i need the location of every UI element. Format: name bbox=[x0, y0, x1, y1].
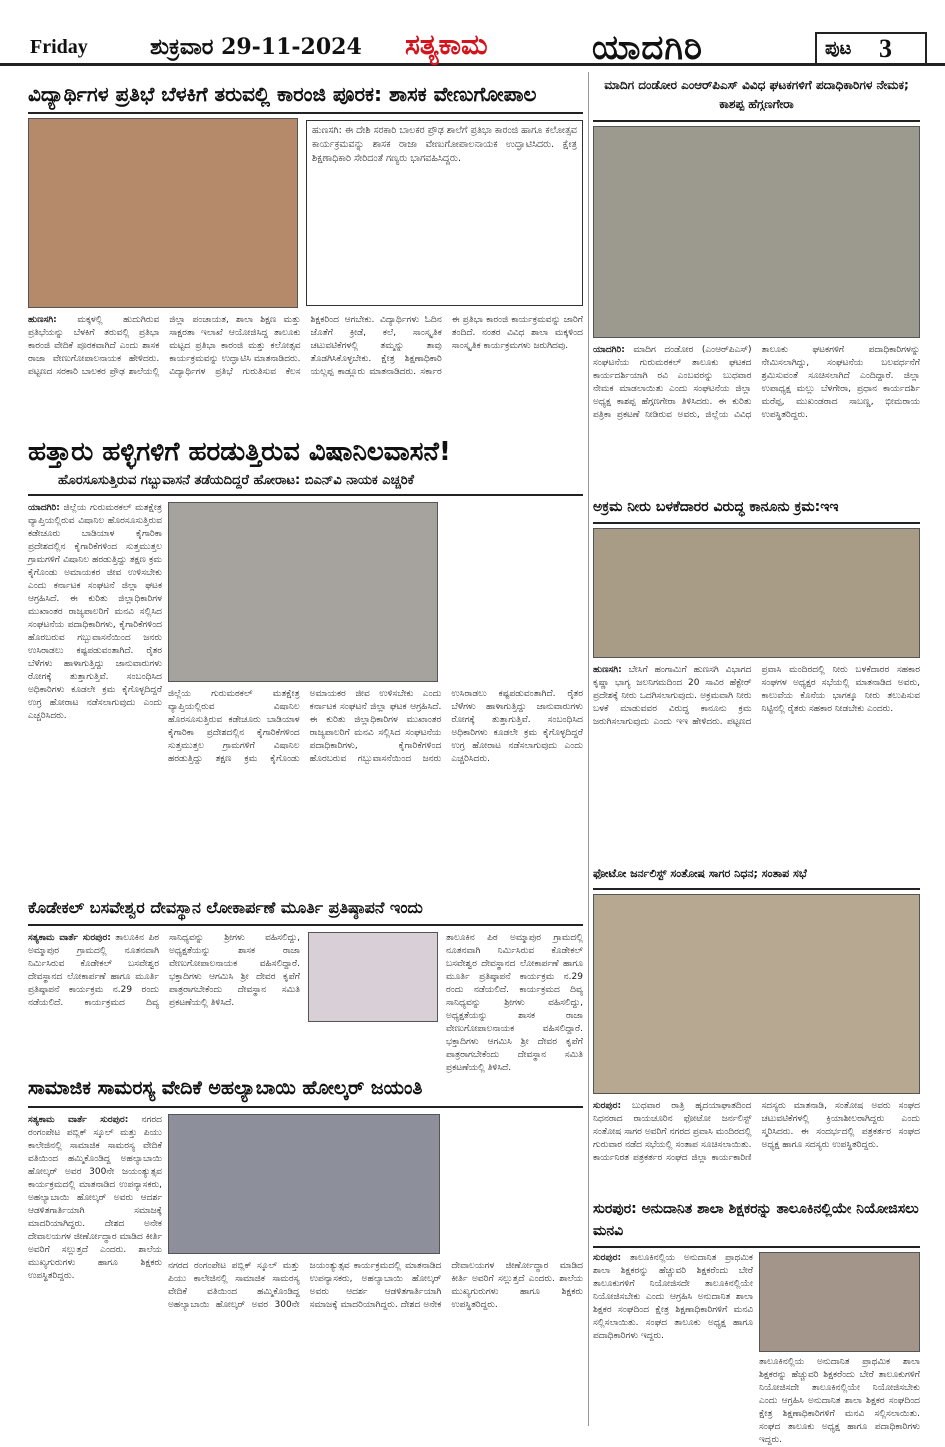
story-photo bbox=[593, 894, 920, 1094]
story-photo-journalist bbox=[593, 864, 920, 1192]
body-text: ತಾಲೂಕಿನಲ್ಲಿಯ ಅನುದಾನಿತ ಪ್ರಾಥಮಿಕ ಶಾಲಾ ಶಿಕ್ಷಕರನ್ನು ಹೆಚ್ಚುವರಿ ಶಿಕ್ಷಕರೆಂದು ಬೇರೆ ತಾಲೂಕುಗಳಿಗೆ ನಿಯೋಜಿಸದೇ ತಾಲೂಕಿನಲ್ಲಿಯೇ ನಿಯೋಜಿಸಬೇಕು ಎಂದು ಆಗ್ರಹಿಸಿ ಅನುದಾನಿತ ಶಾಲಾ ಶಿಕ್ಷಕರ ಸಂಘದಿಂದ ಕ್ಷೇತ್ರ ಶಿಕ್ಷಣಾಧಿಕಾರಿಗಳಿಗೆ ಮನವಿ ಸಲ್ಲಿಸಲಾಯಿತು. ಸಂಘದ ತಾಲೂಕು ಅಧ್ಯಕ್ಷ ಹಾಗೂ ಪದಾಧಿಕಾರಿಗಳು ಇದ್ದರು. bbox=[593, 1253, 753, 1341]
dateline: ಯಾದಗಿರಿ: bbox=[593, 345, 625, 355]
body-text: ಜಿಲ್ಲೆಯ ಗುರುಮಠಕಲ್ ಮತಕ್ಷೇತ್ರ ವ್ಯಾಪ್ತಿಯಲ್ಲಿರುವ ವಿಷಾನಿಲ ಹೊರಸೂಸುತ್ತಿರುವ ಕಡೇಚೂರು ಬಾಡಿಯಾಳ ಕೈಗಾರಿಕಾ ಪ್ರದೇಶದಲ್ಲಿನ ಕೈಗಾರಿಕೆಗಳಿಂದ ಸುತ್ತಮುತ್ತಲ ಗ್ರಾಮಗಳಿಗೆ ವಿಷಾನಿಲ ಹರಡುತ್ತಿದ್ದು ತಕ್ಷಣ ಕ್ರಮ ಕೈಗೊಂಡು ಅಮಾಯಕರ ಜೀವ ಉಳಿಸಬೇಕು ಎಂದು ಕರ್ನಾಟಕ ಸಂಘಟನೆ ಜಿಲ್ಲಾ ಘಟಕ ಆಗ್ರಹಿಸಿದೆ. ಈ ಕುರಿತು ಜಿಲ್ಲಾಧಿಕಾರಿಗಳ ಮುಖಾಂತರ ರಾಜ್ಯಪಾಲರಿಗೆ ಮನವಿ ಸಲ್ಲಿಸಿದ ಸಂಘಟನೆಯ ಪದಾಧಿಕಾರಿಗಳು, ಕೈಗಾರಿಕೆಗಳಿಂದ ಹೊರಬರುವ ಗಬ್ಬುವಾಸನೆಯಿಂದ ಜನರು ಉಸಿರಾಡಲು ಕಷ್ಟಪಡುವಂತಾಗಿದೆ. ರೈತರ ಬೆಳೆಗಳು ಹಾಳಾಗುತ್ತಿದ್ದು ಜಾನುವಾರುಗಳು ರೋಗಕ್ಕೆ ತುತ್ತಾಗುತ್ತಿವೆ. ಸಂಬಂಧಿಸಿದ ಅಧಿಕಾರಿಗಳು ಕೂಡಲೇ ಕ್ರಮ ಕೈಗೊಳ್ಳದಿದ್ದರೆ ಉಗ್ರ ಹೋರಾಟ ನಡೆಸಲಾಗುವುದು ಎಂದು ಎಚ್ಚರಿಸಿದರು. bbox=[28, 503, 162, 721]
body-text: ಬುಧವಾರ ರಾತ್ರಿ ಹೃದಯಾಘಾತದಿಂದ ನಿಧನರಾದ ರಾಯಚೂರಿನ ಫೋಟೋ ಜರ್ನಲಿಸ್ಟ್ ಸಂತೋಷ ಸಾಗರ ಅವರಿಗೆ ನಗರದ ಪ್ರವಾಸಿ ಮಂದಿರದಲ್ಲಿ ಗುರುವಾರ ನಡೆದ ಸಭೆಯಲ್ಲಿ ಸಂತಾಪ ಸೂಚಿಸಲಾಯಿತು. ಕಾರ್ಯನಿರತ ಪತ್ರಕರ್ತರ ಸಂಘದ ಜಿಲ್ಲಾ ಕಾರ್ಯಕಾರಿಣಿ ಸದಸ್ಯರು ಮಾತನಾಡಿ, ಸಂತೋಷ ಅವರು ಸಂಘದ ಚಟುವಟಿಕೆಗಳಲ್ಲಿ ಕ್ರಿಯಾಶೀಲರಾಗಿದ್ದರು ಎಂದು ಸ್ಮರಿಸಿದರು. ಈ ಸಂದರ್ಭದಲ್ಲಿ ಪತ್ರಕರ್ತರ ಸಂಘದ ಅಧ್ಯಕ್ಷ ಹಾಗೂ ಸದಸ್ಯರು ಉಪಸ್ಥಿತರಿದ್ದರು. bbox=[593, 1101, 920, 1163]
story-body bbox=[593, 1100, 920, 1190]
story-kodekal-temple bbox=[28, 896, 583, 1073]
story-photo bbox=[168, 1114, 440, 1254]
temple-photo bbox=[308, 932, 438, 1022]
masthead bbox=[0, 0, 945, 66]
body-text: ತಾಲೂಕಿನ ಪಿಠ ಅಮ್ಮಾಪುರ ಗ್ರಾಮದಲ್ಲಿ ನೂತನವಾಗಿ ನಿರ್ಮಿಸಿರುವ ಕೊಡೇಕಲ್ ಬಸವೇಶ್ವರ ದೇವಸ್ಥಾನದ ಲೋಕಾರ್ಪಣೆ ಹಾಗೂ ಮೂರ್ತಿ ಪ್ರತಿಷ್ಠಾಪನೆ ಕಾರ್ಯಕ್ರಮ ನ.29 ರಂದು ನಡೆಯಲಿದೆ. ಕಾರ್ಯಕ್ರಮದ ದಿವ್ಯ ಸಾನಿಧ್ಯವನ್ನು ಶ್ರೀಗಳು ವಹಿಸಲಿದ್ದು, ಅಧ್ಯಕ್ಷತೆಯನ್ನು ಶಾಸಕ ರಾಜಾ ವೇಣುಗೋಪಾಲನಾಯಕ ವಹಿಸಲಿದ್ದಾರೆ. ಭಕ್ತಾದಿಗಳು ಆಗಮಿಸಿ ಶ್ರೀ ದೇವರ ಕೃಪೆಗೆ ಪಾತ್ರರಾಗಬೇಕೆಂದು ದೇವಸ್ಥಾನ ಸಮಿತಿ ಪ್ರಕಟಣೆಯಲ್ಲಿ ತಿಳಿಸಿದೆ. bbox=[28, 933, 300, 1008]
dateline: ಸತ್ಯಕಾಮ ವಾರ್ತೆ ಸುರಪುರ: bbox=[28, 1115, 129, 1125]
story-poison-gas bbox=[28, 434, 583, 890]
newspaper-name: ಸತ್ಯಕಾಮ bbox=[405, 28, 488, 61]
headline-rule bbox=[28, 1106, 583, 1108]
story-madiga-dandora bbox=[593, 76, 920, 486]
story-ahalyabai-jayanti bbox=[28, 1074, 583, 1424]
headline: ಅಕ್ರಮ ನೀರು ಬಳಕೆದಾರರ ವಿರುದ್ಧ ಕಾನೂನು ಕ್ರಮ:ಇಇ bbox=[593, 499, 839, 515]
story-photo bbox=[593, 528, 920, 658]
masthead-day: Friday bbox=[30, 36, 88, 58]
story-body bbox=[593, 664, 920, 854]
story-pratibha-karanji bbox=[28, 76, 583, 486]
page-number: 3 bbox=[879, 34, 892, 63]
story-photo bbox=[168, 502, 438, 682]
story-illegal-water bbox=[593, 496, 920, 856]
story-aided-teachers bbox=[593, 1198, 920, 1445]
body-text: ಮಕ್ಕಳಲ್ಲಿ ಹುದುಗಿರುವ ಪ್ರತಿಭೆಯನ್ನು ಬೆಳಕಿಗೆ ತರುವಲ್ಲಿ ಪ್ರತಿಭಾ ಕಾರಂಜಿ ವೇದಿಕೆ ಪೂರಕವಾಗಿದೆ ಎಂದು ಶಾಸಕ ರಾಜಾ ವೇಣುಗೋಪಾಲನಾಯಕ ಹೇಳಿದರು. ಪಟ್ಟಣದ ಸರಕಾರಿ ಬಾಲಕರ ಪ್ರೌಢ ಶಾಲೆಯಲ್ಲಿ ಜಿಲ್ಲಾ ಪಂಚಾಯತ, ಶಾಲಾ ಶಿಕ್ಷಣ ಮತ್ತು ಸಾಕ್ಷರತಾ ಇಲಾಖೆ ಆಯೋಜಿಸಿದ್ದ ತಾಲೂಕು ಮಟ್ಟದ ಪ್ರತಿಭಾ ಕಾರಂಜಿ ಮತ್ತು ಕಲೋತ್ಸವ ಕಾರ್ಯಕ್ರಮವನ್ನು ಉದ್ಘಾಟಿಸಿ ಮಾತನಾಡಿದರು. ವಿದ್ಯಾರ್ಥಿಗಳ ಪ್ರತಿಭೆ ಗುರುತಿಸುವ ಕೆಲಸ ಶಿಕ್ಷಕರಿಂದ ಆಗಬೇಕು. ವಿದ್ಯಾರ್ಥಿಗಳು ಓದಿನ ಜೊತೆಗೆ ಕ್ರೀಡೆ, ಕಲೆ, ಸಾಂಸ್ಕೃತಿಕ ಚಟುವಟಿಕೆಗಳಲ್ಲಿ ತಮ್ಮನ್ನು ತಾವು ತೊಡಗಿಸಿಕೊಳ್ಳಬೇಕು. ಕ್ಷೇತ್ರ ಶಿಕ್ಷಣಾಧಿಕಾರಿ ಯಲ್ಲಪ್ಪ ಕಾಡ್ಲೂರು ಮಾತನಾಡಿದರು. ಸರ್ಕಾರ ಈ ಪ್ರತಿಭಾ ಕಾರಂಜಿ ಕಾರ್ಯಕ್ರಮವನ್ನು ಜಾರಿಗೆ ತಂದಿದೆ. ನಂತರ ವಿವಿಧ ಶಾಲಾ ಮಕ್ಕಳಿಂದ ಸಾಂಸ್ಕೃತಿಕ ಕಾರ್ಯಕ್ರಮಗಳು ಜರುಗಿದವು. bbox=[28, 315, 583, 377]
headline-rule bbox=[28, 924, 583, 926]
story-body-right: ತಾಲೂಕಿನಲ್ಲಿಯ ಅನುದಾನಿತ ಪ್ರಾಥಮಿಕ ಶಾಲಾ ಶಿಕ್ಷಕರನ್ನು ಹೆಚ್ಚುವರಿ ಶಿಕ್ಷಕರೆಂದು ಬೇರೆ ತಾಲೂಕುಗಳಿಗೆ ನಿಯೋಜಿಸದೇ ತಾಲೂಕಿನಲ್ಲಿಯೇ ನಿಯೋಜಿಸಬೇಕು ಎಂದು ಆಗ್ರಹಿಸಿ ಅನುದಾನಿತ ಶಾಲಾ ಶಿಕ್ಷಕರ ಸಂಘದಿಂದ ಕ್ಷೇತ್ರ ಶಿಕ್ಷಣಾಧಿಕಾರಿಗಳಿಗೆ ಮನವಿ ಸಲ್ಲಿಸಲಾಯಿತು. ಸಂಘದ ತಾಲೂಕು ಅಧ್ಯಕ್ಷ ಹಾಗೂ ಪದಾಧಿಕಾರಿಗಳು ಇದ್ದರು. bbox=[759, 1357, 920, 1445]
dateline: ಸುರಪುರ: bbox=[593, 1101, 622, 1111]
page-label: ಪುಟ bbox=[825, 38, 852, 59]
masthead-date: ಶುಕ್ರವಾರ 29-11-2024 bbox=[150, 34, 362, 60]
headline-rule bbox=[593, 522, 920, 524]
headline: ಸುರಪುರ: ಅನುದಾನಿತ ಶಾಲಾ ಶಿಕ್ಷಕರನ್ನು ತಾಲೂಕಿನಲ್ಲಿಯೇ ನಿಯೋಜಿಸಲು ಮನವಿ bbox=[593, 1201, 919, 1239]
headline: ವಿದ್ಯಾರ್ಥಿಗಳ ಪ್ರತಿಭೆ ಬೆಳಕಿಗೆ ತರುವಲ್ಲಿ ಕಾರಂಜಿ ಪೂರಕ: ಶಾಸಕ ವೇಣುಗೋಪಾಲ bbox=[28, 82, 537, 106]
subheadline: ಹೊರಸೂಸುತ್ತಿರುವ ಗಬ್ಬುವಾಸನೆ ತಡೆಯದಿದ್ದರೆ ಹೋರಾಟ: ಬಿಎನ್‌ವಿ ನಾಯಕ ಎಚ್ಚರಿಕೆ bbox=[58, 473, 415, 488]
dateline: ಹುಣಸಗಿ: bbox=[593, 665, 622, 675]
body-text: ಮಾದಿಗ ದಂಡೋರ (ಎಂಆರ್‌ಪಿಎಸ್) ಸಂಘಟನೆಯ ಗುರುಮಠಕಲ್ ತಾಲೂಕು ಘಟಕದ ಕಾರ್ಯದರ್ಶಿಯಾಗಿ ರವಿ ಎಂಬವರನ್ನು ಬುಧವಾರ ನೇಮಕ ಮಾಡಲಾಯಿತು ಎಂದು ಸಂಘಟನೆಯ ಜಿಲ್ಲಾ ಅಧ್ಯಕ್ಷ ಕಾಶಪ್ಪ ಹೆಗ್ಗಣಗೇರಾ ತಿಳಿಸಿದರು. ಈ ಕುರಿತು ಪತ್ರಿಕಾ ಪ್ರಕಟಣೆ ನೀಡಿರುವ ಅವರು, ಜಿಲ್ಲೆಯ ವಿವಿಧ ತಾಲೂಕು ಘಟಕಗಳಿಗೆ ಪದಾಧಿಕಾರಿಗಳನ್ನು ನೇಮಿಸಲಾಗಿದ್ದು, ಸಂಘಟನೆಯ ಬಲವರ್ಧನೆಗೆ ಶ್ರಮಿಸುವಂತೆ ಸೂಚಿಸಲಾಗಿದೆ ಎಂದಿದ್ದಾರೆ. ಜಿಲ್ಲಾ ಉಪಾಧ್ಯಕ್ಷ ಮಲ್ಲು ಬೆಳಗೇರಾ, ಪ್ರಧಾನ ಕಾರ್ಯದರ್ಶಿ ಮರೆಪ್ಪ, ಮುಖಂಡರಾದ ಸಾಬಣ್ಣ, ಭೀಮರಾಯ ಉಪಸ್ಥಿತರಿದ್ದರು. bbox=[593, 345, 920, 420]
story-body-right: ತಾಲೂಕಿನ ಪಿಠ ಅಮ್ಮಾಪುರ ಗ್ರಾಮದಲ್ಲಿ ನೂತನವಾಗಿ ನಿರ್ಮಿಸಿರುವ ಕೊಡೇಕಲ್ ಬಸವೇಶ್ವರ ದೇವಸ್ಥಾನದ ಲೋಕಾರ್ಪಣೆ ಹಾಗೂ ಮೂರ್ತಿ ಪ್ರತಿಷ್ಠಾಪನೆ ಕಾರ್ಯಕ್ರಮ ನ.29 ರಂದು ನಡೆಯಲಿದೆ. ಕಾರ್ಯಕ್ರಮದ ದಿವ್ಯ ಸಾನಿಧ್ಯವನ್ನು ಶ್ರೀಗಳು ವಹಿಸಲಿದ್ದು, ಅಧ್ಯಕ್ಷತೆಯನ್ನು ಶಾಸಕ ರಾಜಾ ವೇಣುಗೋಪಾಲನಾಯಕ ವಹಿಸಲಿದ್ದಾರೆ. ಭಕ್ತಾದಿಗಳು ಆಗಮಿಸಿ ಶ್ರೀ ದೇವರ ಕೃಪೆಗೆ ಪಾತ್ರರಾಗಬೇಕೆಂದು ದೇವಸ್ಥಾನ ಸಮಿತಿ ಪ್ರಕಟಣೆಯಲ್ಲಿ ತಿಳಿಸಿದೆ. bbox=[446, 933, 583, 1073]
story-body bbox=[28, 932, 300, 1066]
page-number-box bbox=[815, 32, 927, 66]
dateline: ಸುರಪುರ: bbox=[593, 1253, 622, 1263]
headline: ಸಾಮಾಜಿಕ ಸಾಮರಸ್ಯ ವೇದಿಕೆ ಅಹಲ್ಯಾಬಾಯಿ ಹೋಲ್ಕರ್ ಜಯಂತಿ bbox=[28, 1077, 423, 1099]
headline-rule bbox=[28, 112, 583, 114]
dateline: ಹುಣಸಗಿ: bbox=[28, 315, 57, 325]
body-text: ಬೇಸಿಗೆ ಹಂಗಾಮಿಗೆ ಹುಣಸಗಿ ವಿಭಾಗದ ಕೃಷ್ಣಾ ಭಾಗ್ಯ ಜಲನಿಗಮದಿಂದ 20 ಸಾವಿರ ಹೆಕ್ಟೇರ್ ಪ್ರದೇಶಕ್ಕೆ ನೀರು ಒದಗಿಸಲಾಗುವುದು. ಅಕ್ರಮವಾಗಿ ನೀರು ಬಳಕೆ ಮಾಡುವವರ ವಿರುದ್ಧ ಕಾನೂನು ಕ್ರಮ ಜರುಗಿಸಲಾಗುವುದು ಎಂದು ಇಇ ಹೇಳಿದರು. ಪಟ್ಟಣದ ಪ್ರವಾಸಿ ಮಂದಿರದಲ್ಲಿ ನೀರು ಬಳಕೆದಾರರ ಸಹಕಾರ ಸಂಘಗಳ ಅಧ್ಯಕ್ಷರ ಸಭೆಯಲ್ಲಿ ಮಾತನಾಡಿದ ಅವರು, ಕಾಲುವೆಯ ಕೊನೆಯ ಭಾಗಕ್ಕೂ ನೀರು ತಲುಪಿಸುವ ನಿಟ್ಟಿನಲ್ಲಿ ರೈತರು ಸಹಕಾರ ನೀಡಬೇಕು ಎಂದರು. bbox=[593, 665, 920, 727]
story-photo bbox=[28, 118, 298, 308]
story-body-left bbox=[28, 502, 162, 890]
story-photo bbox=[593, 126, 920, 338]
headline-rule bbox=[593, 888, 920, 890]
story-body-left bbox=[28, 1114, 162, 1422]
story-body bbox=[593, 1252, 753, 1422]
headline: ಮಾದಿಗ ದಂಡೋರ ಎಂಆರ್‌ಪಿಎಸ್ ವಿವಿಧ ಘಟಕಗಳಿಗೆ ಪದಾಧಿಕಾರಿಗಳ ನೇಮಕ; ಕಾಶಪ್ಪ ಹೆಗ್ಗಣಗೇರಾ bbox=[604, 78, 909, 111]
edition-city: ಯಾದಗಿರಿ bbox=[592, 28, 703, 68]
headline-rule bbox=[28, 494, 583, 496]
headline-rule bbox=[593, 120, 920, 122]
column-divider bbox=[588, 72, 589, 1426]
story-body-right: ಜಿಲ್ಲೆಯ ಗುರುಮಠಕಲ್ ಮತಕ್ಷೇತ್ರ ವ್ಯಾಪ್ತಿಯಲ್ಲಿರುವ ವಿಷಾನಿಲ ಹೊರಸೂಸುತ್ತಿರುವ ಕಡೇಚೂರು ಬಾಡಿಯಾಳ ಕೈಗಾರಿಕಾ ಪ್ರದೇಶದಲ್ಲಿನ ಕೈಗಾರಿಕೆಗಳಿಂದ ಸುತ್ತಮುತ್ತಲ ಗ್ರಾಮಗಳಿಗೆ ವಿಷಾನಿಲ ಹರಡುತ್ತಿದ್ದು ತಕ್ಷಣ ಕ್ರಮ ಕೈಗೊಂಡು ಅಮಾಯಕರ ಜೀವ ಉಳಿಸಬೇಕು ಎಂದು ಕರ್ನಾಟಕ ಸಂಘಟನೆ ಜಿಲ್ಲಾ ಘಟಕ ಆಗ್ರಹಿಸಿದೆ. ಈ ಕುರಿತು ಜಿಲ್ಲಾಧಿಕಾರಿಗಳ ಮುಖಾಂತರ ರಾಜ್ಯಪಾಲರಿಗೆ ಮನವಿ ಸಲ್ಲಿಸಿದ ಸಂಘಟನೆಯ ಪದಾಧಿಕಾರಿಗಳು, ಕೈಗಾರಿಕೆಗಳಿಂದ ಹೊರಬರುವ ಗಬ್ಬುವಾಸನೆಯಿಂದ ಜನರು ಉಸಿರಾಡಲು ಕಷ್ಟಪಡುವಂತಾಗಿದೆ. ರೈತರ ಬೆಳೆಗಳು ಹಾಳಾಗುತ್ತಿದ್ದು ಜಾನುವಾರುಗಳು ರೋಗಕ್ಕೆ ತುತ್ತಾಗುತ್ತಿವೆ. ಸಂಬಂಧಿಸಿದ ಅಧಿಕಾರಿಗಳು ಕೂಡಲೇ ಕ್ರಮ ಕೈಗೊಳ್ಳದಿದ್ದರೆ ಉಗ್ರ ಹೋರಾಟ ನಡೆಸಲಾಗುವುದು ಎಂದು ಎಚ್ಚರಿಸಿದರು. bbox=[168, 689, 583, 764]
body-text: ನಗರದ ರಂಗಂಪೇಟ ಪಬ್ಲಿಕ್ ಸ್ಕೂಲ್ ಮತ್ತು ಪಿಯು ಕಾಲೇಜಿನಲ್ಲಿ ಸಾಮಾಜಿಕ ಸಾಮರಸ್ಯ ವೇದಿಕೆ ವತಿಯಿಂದ ಹಮ್ಮಿಕೊಂಡಿದ್ದ ಅಹಲ್ಯಾಬಾಯಿ ಹೋಲ್ಕರ್ ಅವರ 300ನೇ ಜಯಂತ್ಯುತ್ಸವ ಕಾರ್ಯಕ್ರಮದಲ್ಲಿ ಮಾತನಾಡಿದ ಉಪನ್ಯಾಸಕರು, ಅಹಲ್ಯಾಬಾಯಿ ಹೋಲ್ಕರ್ ಅವರು ಆದರ್ಶ ಆಡಳಿತಗಾರ್ತಿಯಾಗಿ ಸಮಾಜಕ್ಕೆ ಮಾದರಿಯಾಗಿದ್ದರು. ದೇಶದ ಅನೇಕ ದೇವಾಲಯಗಳ ಜೀರ್ಣೋದ್ಧಾರ ಮಾಡಿದ ಕೀರ್ತಿ ಅವರಿಗೆ ಸಲ್ಲುತ್ತದೆ ಎಂದರು. ಶಾಲೆಯ ಮುಖ್ಯಗುರುಗಳು ಹಾಗೂ ಶಿಕ್ಷಕರು ಉಪಸ್ಥಿತರಿದ್ದರು. bbox=[28, 1115, 162, 1281]
headline-rule bbox=[593, 1246, 920, 1248]
headline: ಕೊಡೇಕಲ್ ಬಸವೇಶ್ವರ ದೇವಸ್ಥಾನ ಲೋಕಾರ್ಪಣೆ ಮೂರ್ತಿ ಪ್ರತಿಷ್ಠಾಪನೆ ಇಂದು bbox=[28, 898, 423, 917]
story-body-right: ನಗರದ ರಂಗಂಪೇಟ ಪಬ್ಲಿಕ್ ಸ್ಕೂಲ್ ಮತ್ತು ಪಿಯು ಕಾಲೇಜಿನಲ್ಲಿ ಸಾಮಾಜಿಕ ಸಾಮರಸ್ಯ ವೇದಿಕೆ ವತಿಯಿಂದ ಹಮ್ಮಿಕೊಂಡಿದ್ದ ಅಹಲ್ಯಾಬಾಯಿ ಹೋಲ್ಕರ್ ಅವರ 300ನೇ ಜಯಂತ್ಯುತ್ಸವ ಕಾರ್ಯಕ್ರಮದಲ್ಲಿ ಮಾತನಾಡಿದ ಉಪನ್ಯಾಸಕರು, ಅಹಲ್ಯಾಬಾಯಿ ಹೋಲ್ಕರ್ ಅವರು ಆದರ್ಶ ಆಡಳಿತಗಾರ್ತಿಯಾಗಿ ಸಮಾಜಕ್ಕೆ ಮಾದರಿಯಾಗಿದ್ದರು. ದೇಶದ ಅನೇಕ ದೇವಾಲಯಗಳ ಜೀರ್ಣೋದ್ಧಾರ ಮಾಡಿದ ಕೀರ್ತಿ ಅವರಿಗೆ ಸಲ್ಲುತ್ತದೆ ಎಂದರು. ಶಾಲೆಯ ಮುಖ್ಯಗುರುಗಳು ಹಾಗೂ ಶಿಕ್ಷಕರು ಉಪಸ್ಥಿತರಿದ್ದರು. bbox=[168, 1261, 583, 1310]
headline: ಹತ್ತಾರು ಹಳ್ಳಿಗಳಿಗೆ ಹರಡುತ್ತಿರುವ ವಿಷಾನಿಲವಾಸನೆ! bbox=[28, 437, 451, 467]
dateline: ಯಾದಗಿರಿ: bbox=[28, 503, 60, 513]
story-body bbox=[593, 344, 920, 482]
dateline: ಸತ್ಯಕಾಮ ವಾರ್ತೆ ಸುರಪುರ: bbox=[28, 933, 111, 943]
headline: ಫೋಟೋ ಜರ್ನಲಿಸ್ಟ್ ಸಂತೋಷ ಸಾಗರ ನಿಧನ; ಸಂತಾಪ ಸಭೆ bbox=[593, 867, 807, 880]
story-photo bbox=[759, 1252, 920, 1352]
photo-caption: ಹುಣಸಗಿ: ಈ ದೇಶಿ ಸರಕಾರಿ ಬಾಲಕರ ಪ್ರೌಢ ಶಾಲೆಗೆ ಪ್ರತಿಭಾ ಕಾರಂಜಿ ಹಾಗೂ ಕಲೋತ್ಸವ ಕಾರ್ಯಕ್ರಮವನ್ನು ಶಾಸಕ ರಾಜಾ ವೇಣುಗೋಪಾಲನಾಯಕ ಉದ್ಘಾಟಿಸಿದರು. ಕ್ಷೇತ್ರ ಶಿಕ್ಷಣಾಧಿಕಾರಿ ಸೇರಿದಂತೆ ಗಣ್ಯರು ಭಾಗವಹಿಸಿದ್ದರು. bbox=[306, 120, 583, 306]
